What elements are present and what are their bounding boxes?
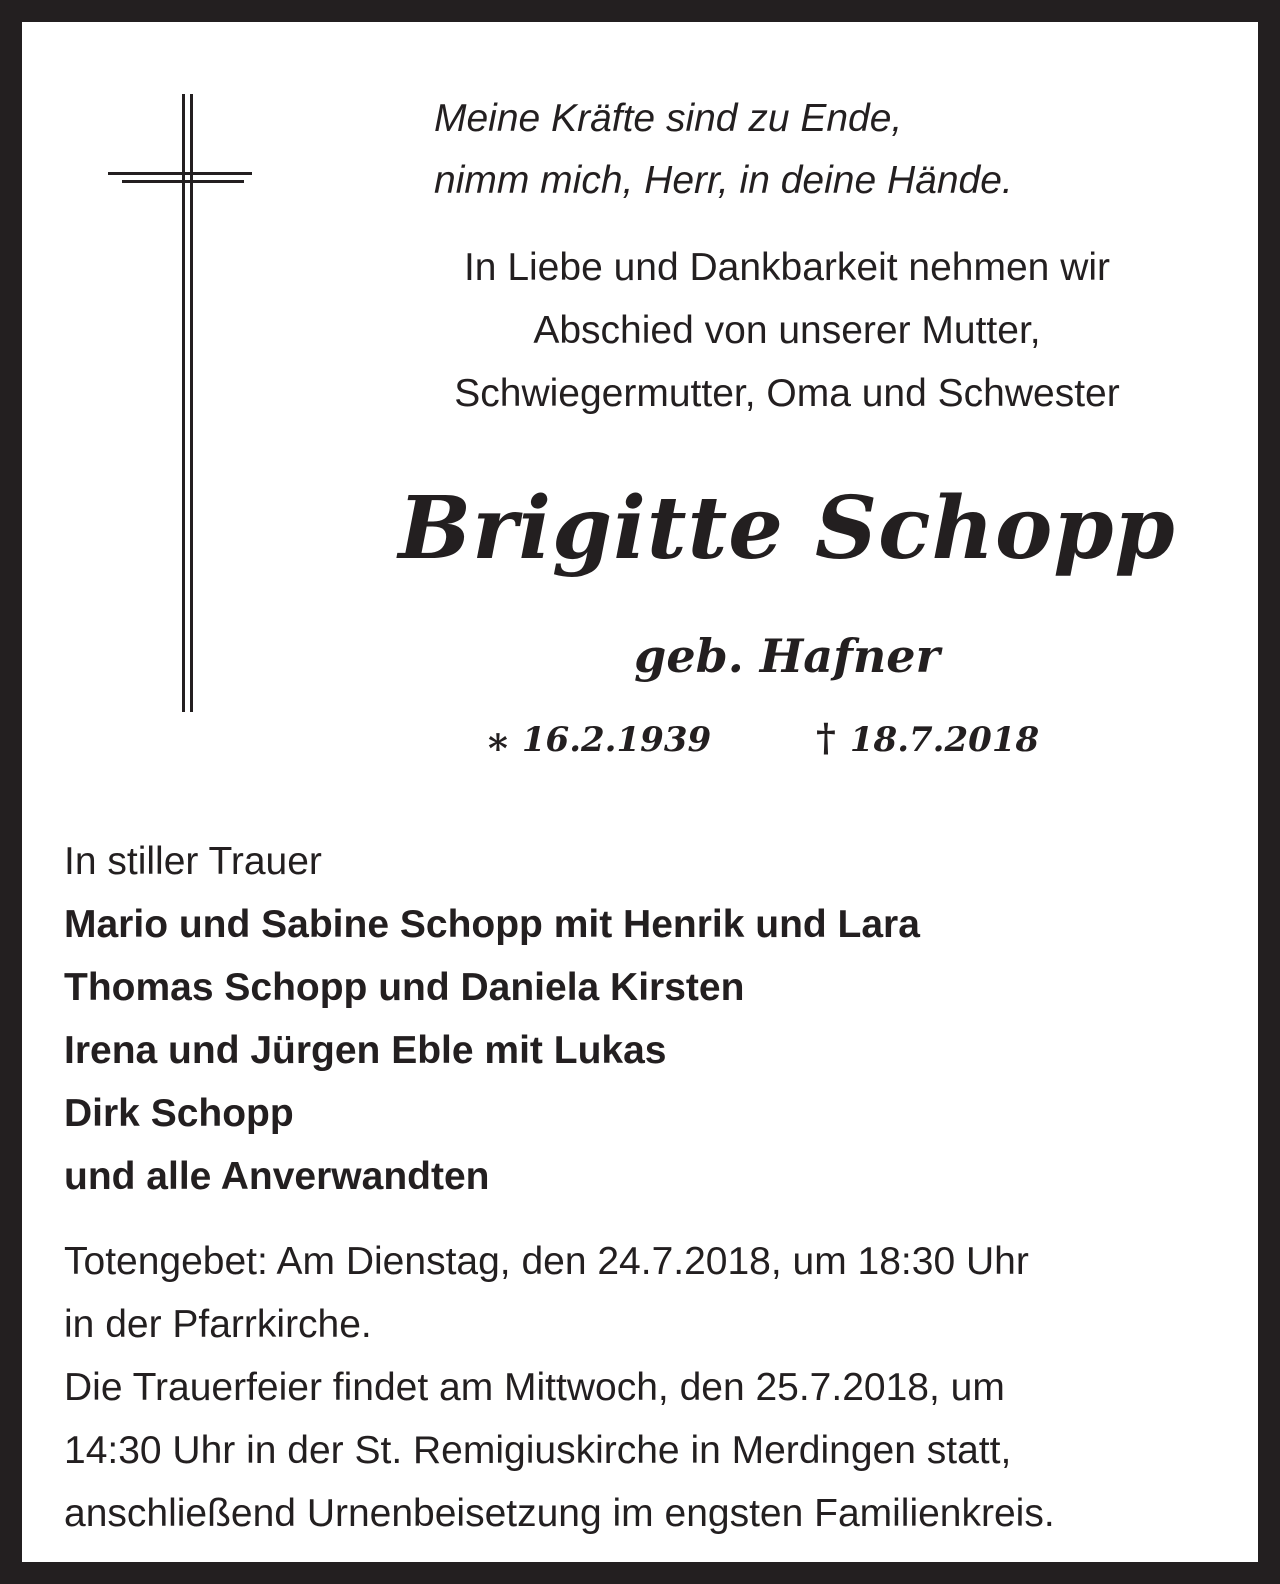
intro-line-1: In Liebe und Dankbarkeit nehmen wir (463, 246, 1111, 289)
intro-line-3: Schwiegermutter, Oma und Schwester (454, 372, 1120, 415)
mourner-list (64, 893, 1264, 1208)
mourners-section (64, 830, 1264, 1208)
deceased-name: Brigitte Schopp (398, 478, 1176, 579)
cross-icon (108, 94, 252, 712)
mourning-lead: In stiller Trauer (64, 840, 322, 883)
death-date-group (816, 710, 1039, 766)
mourner-line: und alle Anverwandten (64, 1155, 490, 1198)
notice-line: anschließend Urnenbeisetzung im engsten Familienkreis. (64, 1492, 1055, 1535)
star-icon: ⁎ (488, 715, 508, 760)
intro-text (322, 236, 1252, 425)
birth-date-group (488, 710, 711, 766)
birth-date: 16.2.1939 (521, 720, 712, 760)
notice-line: Totengebet: Am Dienstag, den 24.7.2018, um 18:30 Uhr (64, 1240, 1029, 1283)
mourner-line: Thomas Schopp und Daniela Kirsten (64, 966, 745, 1009)
notice-line: Die Trauerfeier findet am Mittwoch, den 25.7.2018, um (64, 1366, 1005, 1409)
intro-line-2: Abschied von unserer Mutter, (533, 309, 1041, 352)
mourner-line: Irena und Jürgen Eble mit Lukas (64, 1029, 667, 1072)
verse (434, 88, 1254, 212)
verse-line-2: nimm mich, Herr, in deine Hände. (434, 159, 1013, 202)
verse-line-1: Meine Kräfte sind zu Ende, (434, 97, 903, 140)
maiden-name: geb. Hafner (634, 629, 940, 683)
dagger-icon: † (816, 715, 836, 760)
service-notice (64, 1230, 1274, 1545)
mourner-line: Mario und Sabine Schopp mit Henrik und Lara (64, 903, 920, 946)
notice-line: 14:30 Uhr in der St. Remigiuskirche in Merdingen statt, (64, 1429, 1012, 1472)
notice-line: in der Pfarrkirche. (64, 1303, 372, 1346)
mourner-line: Dirk Schopp (64, 1092, 294, 1135)
death-date: 18.7.2018 (849, 720, 1040, 760)
